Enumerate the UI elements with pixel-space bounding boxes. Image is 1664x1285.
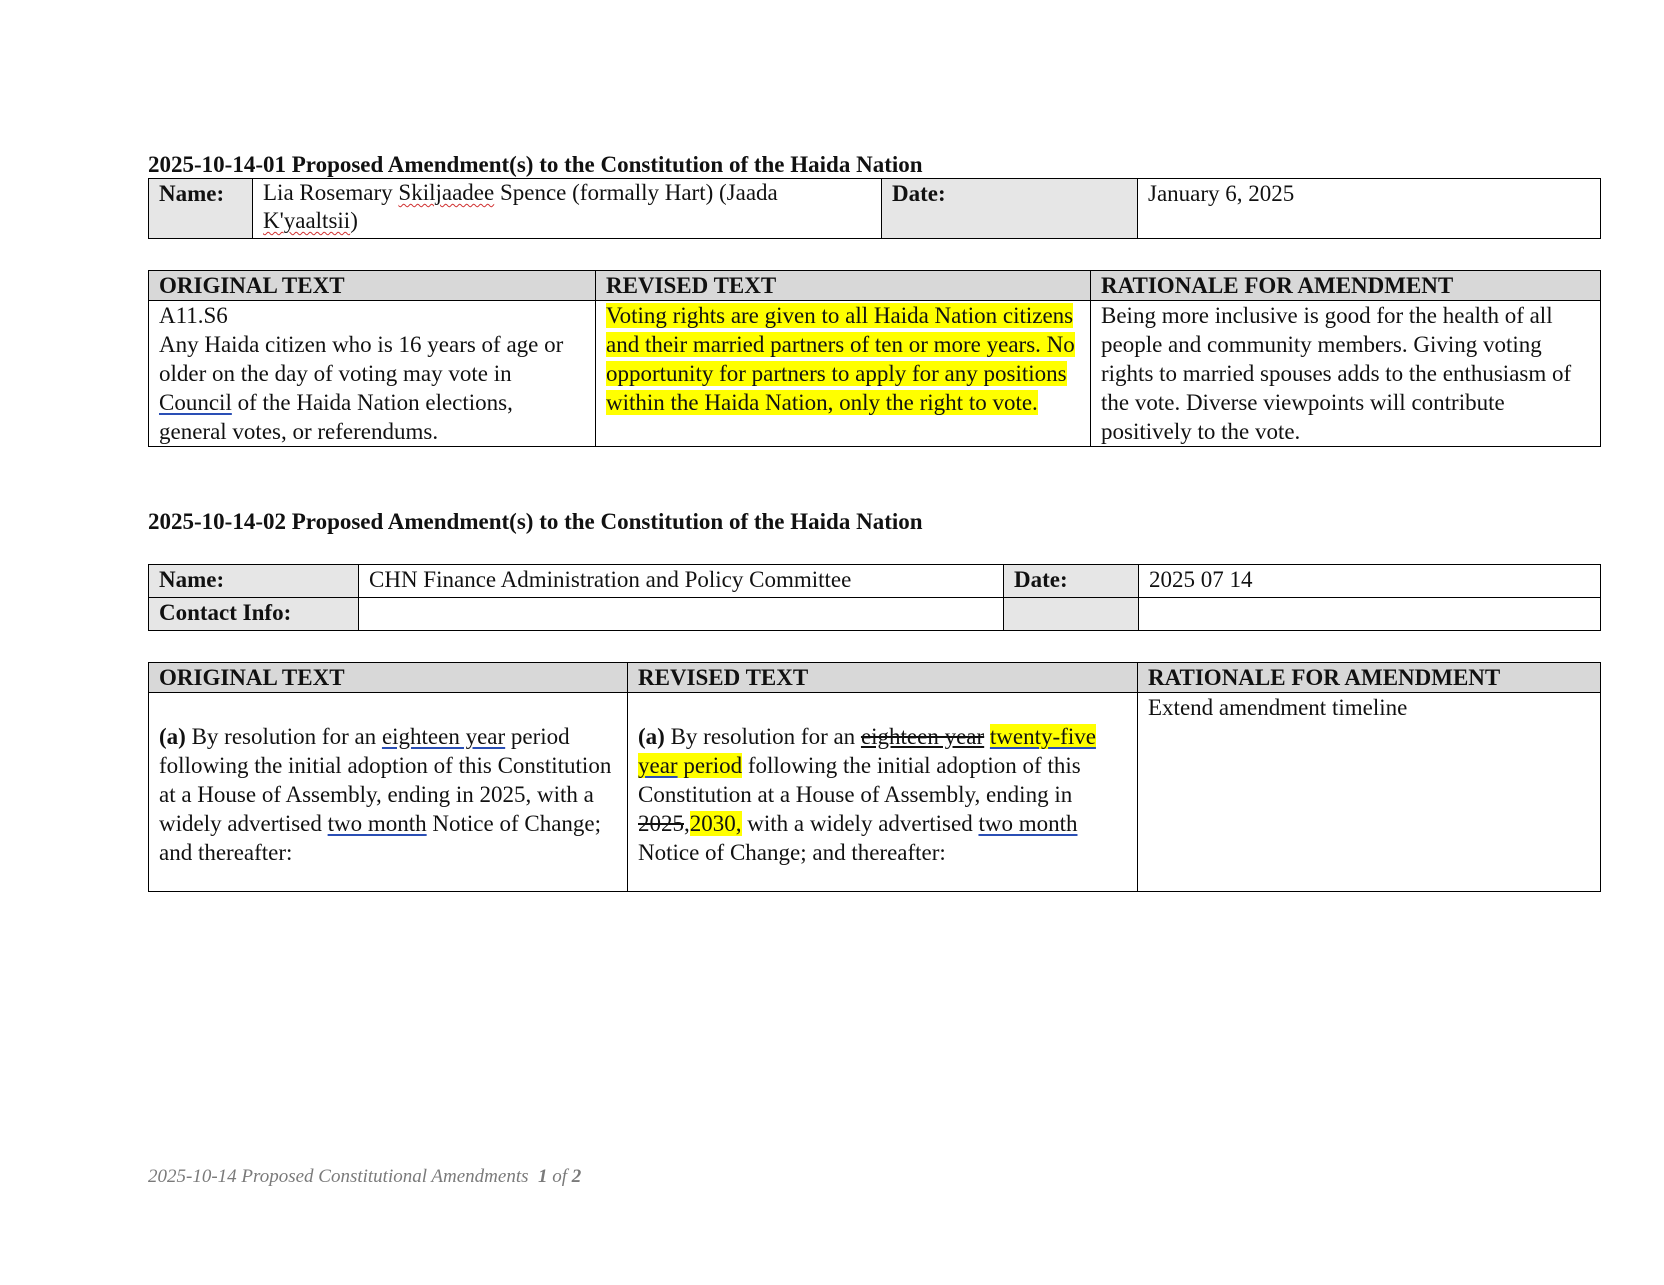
deleted-text: eighteen year	[860, 724, 985, 749]
empty-label-cell	[1004, 598, 1139, 631]
date-label: Date:	[882, 179, 1138, 239]
original-text: Any Haida citizen who is 16 years of age or older on the day of voting may vote in Council of the Haida Nation elections, general votes, or referendums.	[159, 332, 564, 444]
amendment-2-heading: 2025-10-14-02 Proposed Amendment(s) to the Constitution of the Haida Nation	[148, 509, 923, 534]
contact-info-value	[359, 598, 1004, 631]
revised-text-cell	[596, 301, 1091, 447]
rationale-text-cell: Being more inclusive is good for the health of all people and community members. Giving voting rights to married spouses adds to the enthusiasm of the vote. Diverse viewpoints will contribute positively to the vote.	[1091, 301, 1601, 447]
date-label: Date:	[1004, 565, 1139, 598]
name-label: Name:	[149, 565, 359, 598]
two-month-link[interactable]: two month	[327, 811, 427, 836]
revised-text-cell: (a) By resolution for an eighteen year twenty-five year period following the initial adoption of this Constitution at a House of Assembly, ending in 2025,2030, with a widely advertised two month Notice of Change; and thereafter:	[628, 693, 1138, 892]
clause-marker: (a)	[638, 724, 665, 749]
contact-info-label: Contact Info:	[149, 598, 359, 631]
column-header-rationale: RATIONALE FOR AMENDMENT	[1138, 663, 1601, 693]
council-link[interactable]: Council	[159, 390, 232, 415]
name-label: Name:	[149, 179, 253, 239]
name-value: CHN Finance Administration and Policy Committee	[359, 565, 1004, 598]
deleted-year: 2025	[638, 811, 684, 836]
section-reference: A11.S6	[159, 303, 228, 328]
amendment-1-text-table	[148, 270, 1601, 447]
empty-value-cell	[1139, 598, 1601, 631]
two-month-link[interactable]: two month	[978, 811, 1078, 836]
page-of: of	[552, 1166, 568, 1187]
amendment-1-info-table	[148, 178, 1601, 239]
page-total: 2	[571, 1166, 582, 1187]
amendment-2-info-table	[148, 564, 1601, 631]
column-header-revised: REVISED TEXT	[628, 663, 1138, 693]
inserted-text: period	[677, 753, 743, 778]
date-value: January 6, 2025	[1138, 179, 1601, 239]
amendment-2-text-table	[148, 662, 1601, 892]
original-text-cell: (a) By resolution for an eighteen year period following the initial adoption of this Constitution at a House of Assembly, ending in 2025, with a widely advertised two month Notice of Change; and thereafter:	[149, 693, 628, 892]
inserted-year: 2030,	[689, 811, 742, 836]
inserted-text: twenty-five year	[638, 724, 1096, 778]
spellcheck-flag: Skiljaadee	[398, 180, 495, 205]
column-header-original: ORIGINAL TEXT	[149, 663, 628, 693]
page-footer	[148, 1166, 581, 1188]
column-header-revised: REVISED TEXT	[596, 271, 1091, 301]
name-value: Lia Rosemary Skiljaadee Spence (formally Hart) (Jaada K'yaaltsii)	[253, 179, 882, 239]
spellcheck-flag: K'yaaltsii	[263, 208, 351, 233]
revised-text-highlighted: Voting rights are given to all Haida Nation citizens and their married partners of ten or more years. No opportunity for partners to apply for any positions within the Haida Nation, only the right to vote.	[606, 303, 1075, 415]
page-current: 1	[538, 1166, 548, 1187]
date-value: 2025 07 14	[1139, 565, 1601, 598]
rationale-text-cell: Extend amendment timeline	[1138, 693, 1601, 892]
amendment-1-heading: 2025-10-14-01 Proposed Amendment(s) to the Constitution of the Haida Nation	[148, 152, 923, 177]
clause-marker: (a)	[159, 724, 186, 749]
original-text-cell	[149, 301, 596, 447]
column-header-rationale: RATIONALE FOR AMENDMENT	[1091, 271, 1601, 301]
eighteen-year-link[interactable]: eighteen year	[381, 724, 506, 749]
footer-title: 2025-10-14 Proposed Constitutional Amendments	[148, 1166, 529, 1187]
column-header-original: ORIGINAL TEXT	[149, 271, 596, 301]
